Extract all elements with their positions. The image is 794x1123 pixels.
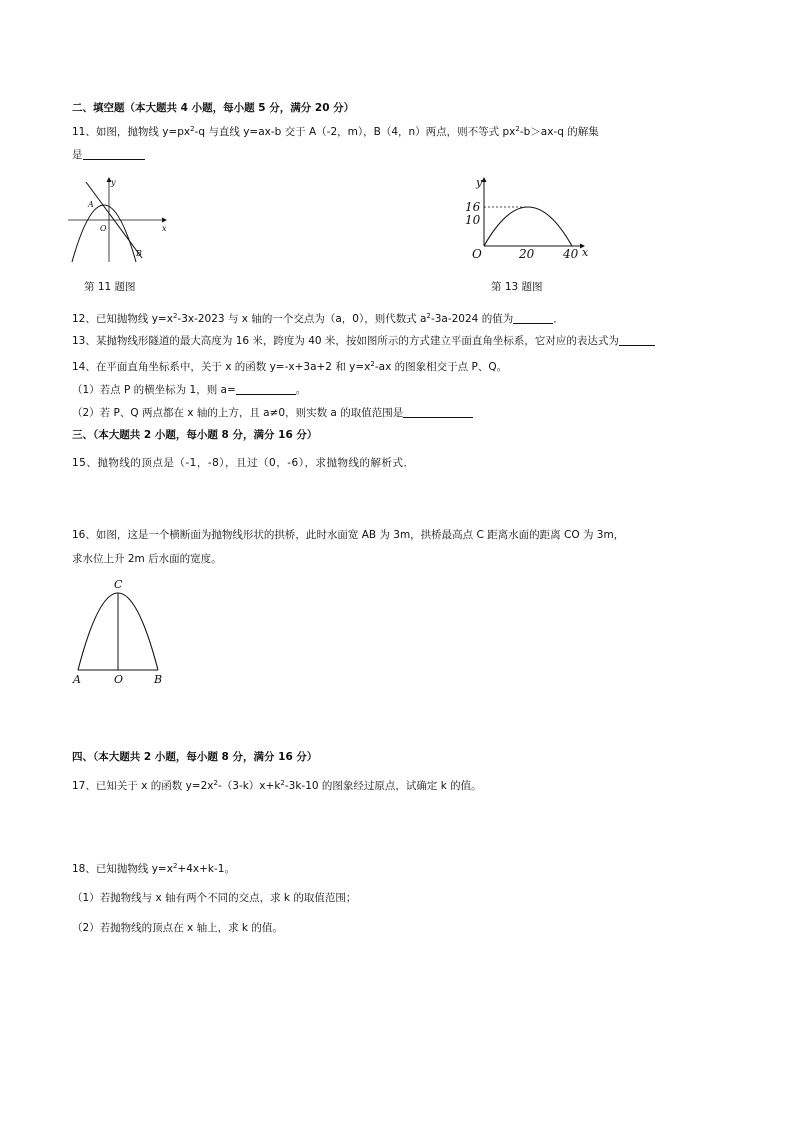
q11-sup-1: 2	[190, 125, 195, 133]
fig11-label-o: O	[100, 224, 107, 233]
q12-text-c: -3x-2023 与 x 轴的一个交点为（a，0），则代数式 a	[177, 313, 427, 325]
question-15: 15、抛物线的顶点是（-1，-8），且过（0，-6），求抛物线的解析式．	[72, 457, 415, 469]
fig11-caption: 第 11 题图	[84, 281, 136, 293]
fig16-label-c: C	[114, 578, 123, 591]
q13-answer-blank[interactable]	[619, 334, 655, 346]
q17-text-e: -3k-10 的图象经过原点，试确定 k 的值。	[284, 780, 482, 792]
fig16-label-o: O	[114, 673, 124, 686]
fig13-label-y: y	[476, 176, 483, 189]
fig16-label-b: B	[154, 673, 163, 686]
q18-text-a: 18、已知抛物线 y=x	[72, 863, 173, 875]
q14-2-text-a: （2）若 P、Q 两点都在 x 轴的上方，且 a≠0，则实数 a 的取值范围是	[72, 407, 404, 419]
fig13-label-40: 40	[563, 247, 579, 261]
q12-sup-2: 2	[426, 312, 431, 320]
fig11-label-x: x	[162, 224, 167, 233]
fig16-label-a: A	[73, 673, 81, 686]
q13-text-a: 13、某抛物线形隧道的最大高度为 16 米，跨度为 40 米，按如图所示的方式建立平面直角坐标系，它对应的表达式为	[72, 335, 619, 347]
q12-sup-1: 2	[172, 312, 178, 320]
q17-sup-2: 2	[280, 779, 285, 787]
section-2-heading: 二、填空题（本大题共 4 小题，每小题 5 分，满分 20 分）	[72, 102, 355, 114]
q18-text-c: +4x+k-1。	[177, 863, 235, 875]
question-14-part-2	[72, 406, 473, 420]
q12-text-a: 12、已知抛物线 y=x	[72, 313, 173, 325]
q11-text-f: 是	[72, 149, 83, 161]
fig13-label-x: x	[582, 246, 589, 259]
q12-text-e: -3a-2024 的值为	[430, 313, 514, 325]
q14-text-c: -ax 的图象相交于点 P、Q。	[374, 361, 508, 373]
q11-sup-2: 2	[515, 125, 520, 133]
question-11-cont	[72, 148, 145, 162]
q11-text-a: 11、如图，抛物线 y=px	[72, 126, 191, 138]
fig13-label-10: 10	[465, 213, 481, 227]
q11-answer-blank[interactable]	[83, 148, 145, 160]
figure-13	[462, 174, 592, 264]
question-18	[72, 862, 235, 877]
q12-text-f: ．	[553, 313, 564, 325]
figure-16	[70, 576, 170, 686]
q17-text-a: 17、已知关于 x 的函数 y=2x	[72, 780, 214, 792]
fig11-label-b: B	[136, 249, 142, 258]
question-13	[72, 334, 655, 348]
section-4-heading: 四、（本大题共 2 小题，每小题 8 分，满分 16 分）	[72, 751, 318, 763]
q17-text-c: -（3-k）x+k	[217, 780, 281, 792]
fig13-label-20: 20	[519, 247, 535, 261]
fig11-x-arrow	[162, 218, 167, 223]
q12-answer-blank[interactable]	[513, 312, 553, 324]
question-16: 16、如图，这是一个横断面为抛物线形状的拱桥，此时水面宽 AB 为 3m，拱桥最高点 C 距离水面的距离 CO 为 3m，	[72, 529, 625, 541]
question-14	[72, 360, 507, 375]
question-18-part-1: （1）若抛物线与 x 轴有两个不同的交点，求 k 的取值范围；	[72, 892, 357, 904]
figure-11	[66, 176, 176, 264]
fig11-parabola	[72, 205, 136, 262]
q14-1-text-b: 。	[295, 384, 307, 396]
q11-text-c: -q 与直线 y=ax-b 交于 A（-2，m），B（4，n）两点，则不等式 px	[194, 126, 516, 138]
question-14-part-1	[72, 383, 306, 397]
fig13-caption: 第 13 题图	[491, 281, 543, 293]
q14-1-text-a: （1）若点 P 的横坐标为 1，则 a=	[72, 384, 236, 396]
question-11	[72, 125, 599, 140]
fig11-label-y: y	[111, 178, 116, 187]
question-12	[72, 312, 564, 327]
q18-sup-1: 2	[172, 862, 178, 870]
section-3-heading: 三、（本大题共 2 小题，每小题 8 分，满分 16 分）	[72, 429, 318, 441]
fig13-y-arrow	[482, 177, 487, 182]
q14-text-a: 14、在平面直角坐标系中，关于 x 的函数 y=-x+3a+2 和 y=x	[72, 361, 371, 373]
fig13-parabola	[484, 207, 572, 246]
question-17	[72, 779, 482, 794]
question-16-cont: 求水位上升 2m 后水面的宽度。	[72, 553, 222, 565]
fig13-label-o: O	[472, 247, 482, 261]
q11-text-e: -b＞ax-q 的解集	[519, 126, 599, 138]
q14-1-answer-blank[interactable]	[236, 383, 296, 395]
q14-2-answer-blank[interactable]	[403, 406, 473, 418]
q17-sup-1: 2	[213, 779, 218, 787]
fig11-label-a: A	[88, 200, 94, 209]
q14-sup-1: 2	[370, 360, 375, 368]
question-18-part-2: （2）若抛物线的顶点在 x 轴上，求 k 的值。	[72, 922, 283, 934]
fig13-label-16: 16	[465, 200, 481, 214]
